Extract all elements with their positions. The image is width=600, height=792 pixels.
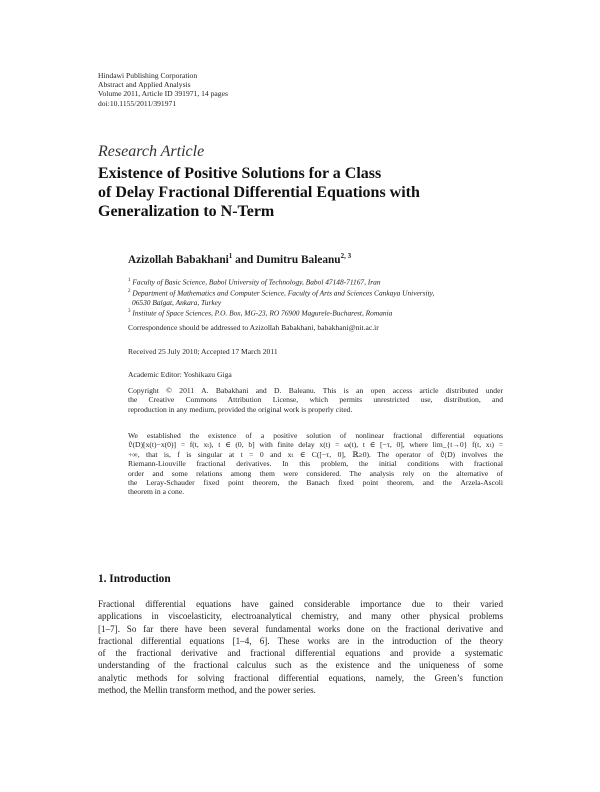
publisher-name: Hindawi Publishing Corporation [98, 71, 198, 80]
publisher-header [98, 71, 228, 108]
body-line: method, the Mellin transform method, and the power series. [98, 685, 316, 696]
author-joiner: and [232, 253, 257, 266]
doi: doi:10.1155/2011/391971 [98, 98, 177, 108]
copyright-line: reproduction in any medium, provided the original work is properly cited. [128, 404, 353, 414]
affiliation [128, 307, 508, 318]
volume-info: Volume 2011, Article ID 391971, 14 pages [98, 89, 228, 99]
abstract-line: the Leray-Schauder fixed point theorem, the Banach fixed point theorem, and the Arzela-Ascoli [128, 478, 503, 488]
title-line: Existence of Positive Solutions for a Class [98, 165, 382, 182]
abstract-line: We established the existence of a positive solution of nonlinear fractional differential equations [128, 431, 503, 440]
abstract-line: theorem in a cone. [128, 487, 185, 497]
abstract [128, 431, 503, 497]
affiliation-text: Department of Mathematics and Computer Science, Faculty of Arts and Sciences Cankaya University, [132, 288, 435, 298]
title-line: of Delay Fractional Differential Equations with [98, 184, 420, 201]
paper-title [98, 164, 518, 221]
article-type: Research Article [98, 143, 205, 160]
affiliation-marker: 2, 3 [340, 252, 352, 260]
affiliation-number: 1 [128, 278, 131, 283]
body-line: fractional differential equations [1–4, 6]. These works are in the introduction of the theory [98, 635, 503, 646]
affiliation [128, 276, 508, 287]
received-dates: Received 25 July 2010; Accepted 17 March 2011 [128, 347, 278, 356]
copyright-notice [128, 386, 503, 414]
abstract-line: 𝔏(D)[x(t)−x(0)] = f(t, xₜ), t ∈ (0, b] with finite delay x(t) = ω(t), t ∈ [−τ, 0], where lim_{t→0} f(t, xₜ) = [128, 440, 503, 450]
body-line: [1–7]. So far there have been several fundamental works done on the fractional derivative and [98, 623, 503, 634]
affiliation-text: 06530 Balgat, Ankara, Turkey [132, 297, 222, 307]
correspondence-note: Correspondence should be addressed to Azizollah Babakhani, babakhani@nit.ac.ir [128, 323, 379, 332]
body-line: Fractional differential equations have gained considerable importance due to their varied [98, 599, 503, 609]
section-heading: 1. Introduction [98, 573, 171, 585]
body-line: of the fractional derivative and fractional differential equations and provide a systematic [98, 648, 503, 659]
academic-editor: Academic Editor: Yoshikazu Giga [128, 370, 232, 379]
title-line: Generalization to N-Term [98, 203, 275, 220]
abstract-line: Riemann-Liouville fractional derivatives. In this problem, the initial conditions with fractional [128, 459, 503, 469]
affiliation-number: 2 [128, 288, 131, 294]
body-line: understanding of the fractional calculus such as the existence and the uniqueness of some [98, 660, 503, 671]
affiliations [128, 276, 508, 318]
affiliation [128, 287, 508, 298]
journal-name: Abstract and Applied Analysis [98, 80, 191, 90]
body-line: applications in viscoelasticity, electroanalytical chemistry, and many other physical problems [98, 611, 503, 622]
affiliation-text: Institute of Space Sciences, P.O. Box, MG-23, RO 76900 Magurele-Bucharest, Romania [132, 308, 393, 318]
body-line: analytic methods for solving fractional differential equations, namely, the Green’s function [98, 672, 503, 683]
author-list [128, 252, 351, 266]
abstract-line: +∞, that is, f is singular at t = 0 and xₜ ∈ C([−τ, 0], ℝ≥0). The operator of 𝔏(D) involves the [128, 449, 503, 459]
introduction-paragraph [98, 598, 503, 696]
affiliation-text: Faculty of Basic Science, Babol University of Technology, Babol 47148-71167, Iran [132, 277, 381, 287]
affiliation-marker: 1 [228, 252, 233, 260]
copyright-line: the Creative Commons Attribution License, which permits unrestricted use, distribution, and [128, 395, 503, 405]
abstract-line: order and some relations among them were considered. The analysis rely on the alternative of [128, 468, 503, 478]
affiliation-number: 3 [128, 309, 131, 315]
author-name: Azizollah Babakhani [128, 253, 229, 266]
author-name: Dumitru Baleanu [256, 253, 341, 266]
copyright-line: Copyright © 2011 A. Babakhani and D. Baleanu. This is an open access article distributed under [128, 386, 503, 395]
